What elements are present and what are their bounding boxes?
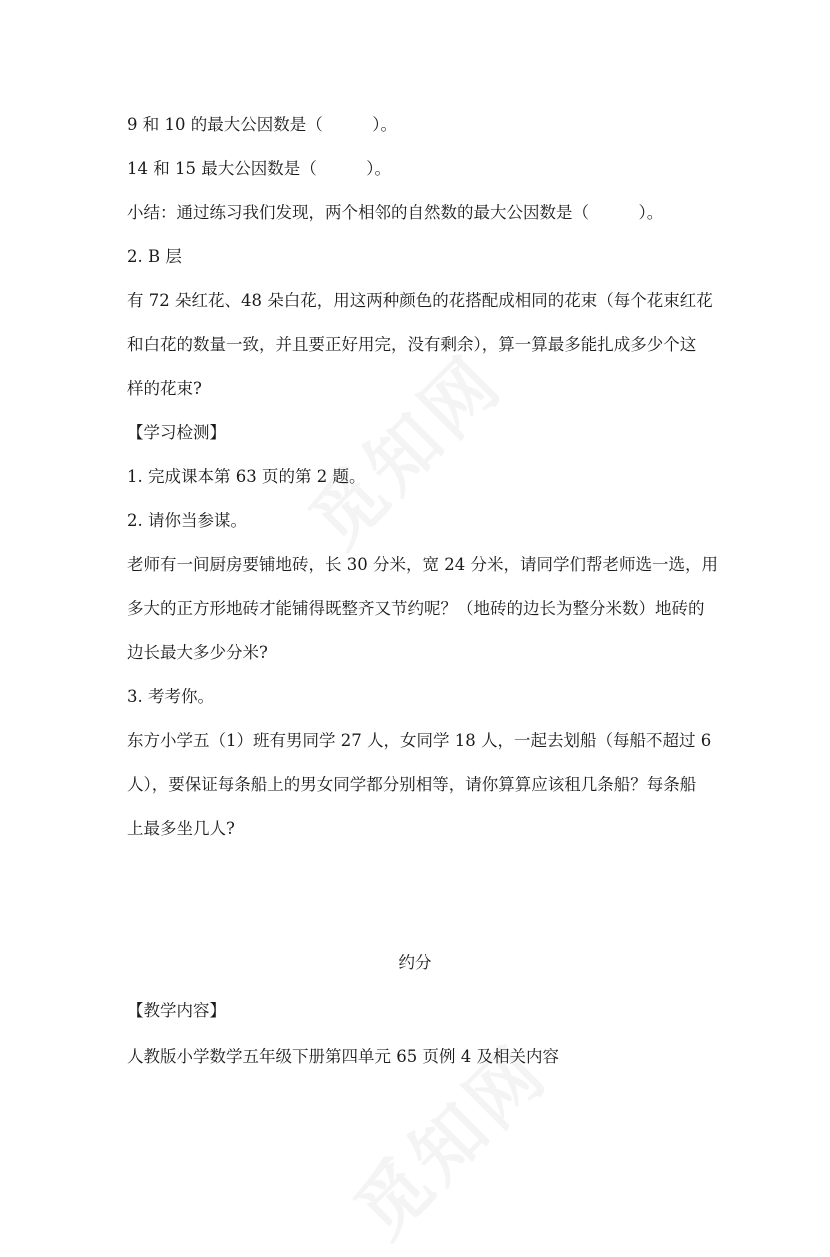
learning-check-heading: 【学习检测】 bbox=[127, 423, 226, 442]
teaching-content-heading: 【教学内容】 bbox=[127, 1001, 226, 1020]
check-item-1: 1. 完成课本第 63 页的第 2 题。 bbox=[127, 467, 366, 486]
boat-problem-line-1: 东方小学五（1）班有男同学 27 人，女同学 18 人，一起去划船（每船不超过 6 bbox=[127, 731, 712, 750]
tile-problem-line-3: 边长最大多少分米? bbox=[127, 643, 268, 662]
boat-problem-line-2: 人），要保证每条船上的男女同学都分别相等，请你算算应该租几条船？每条船 bbox=[127, 775, 697, 794]
section-title: 约分 bbox=[398, 953, 432, 972]
level-b-heading: 2. B 层 bbox=[127, 247, 182, 266]
flower-problem-line-2: 和白花的数量一致，并且要正好用完，没有剩余），算一算最多能扎成多少个这 bbox=[127, 335, 697, 354]
teaching-content-text: 人教版小学数学五年级下册第四单元 65 页例 4 及相关内容 bbox=[127, 1047, 559, 1066]
tile-problem-line-1: 老师有一间厨房要铺地砖，长 30 分米，宽 24 分米，请同学们帮老师选一选，用 bbox=[127, 555, 718, 574]
tile-problem-line-2: 多大的正方形地砖才能铺得既整齐又节约呢？（地砖的边长为整分米数）地砖的 bbox=[127, 599, 705, 618]
check-item-2: 2. 请你当参谋。 bbox=[127, 511, 247, 530]
check-item-3: 3. 考考你。 bbox=[127, 687, 214, 706]
flower-problem-line-1: 有 72 朵红花、48 朵白花，用这两种颜色的花搭配成相同的花束（每个花束红花 bbox=[127, 291, 713, 310]
summary-line: 小结：通过练习我们发现，两个相邻的自然数的最大公因数是（ ）。 bbox=[127, 203, 664, 222]
boat-problem-line-3: 上最多坐几人? bbox=[127, 819, 235, 838]
exercise-gcd-14-15: 14 和 15 最大公因数是（ ）。 bbox=[127, 159, 391, 178]
flower-problem-line-3: 样的花束? bbox=[127, 379, 202, 398]
exercise-gcd-9-10: 9 和 10 的最大公因数是（ ）。 bbox=[127, 115, 397, 134]
watermark bbox=[283, 327, 522, 566]
